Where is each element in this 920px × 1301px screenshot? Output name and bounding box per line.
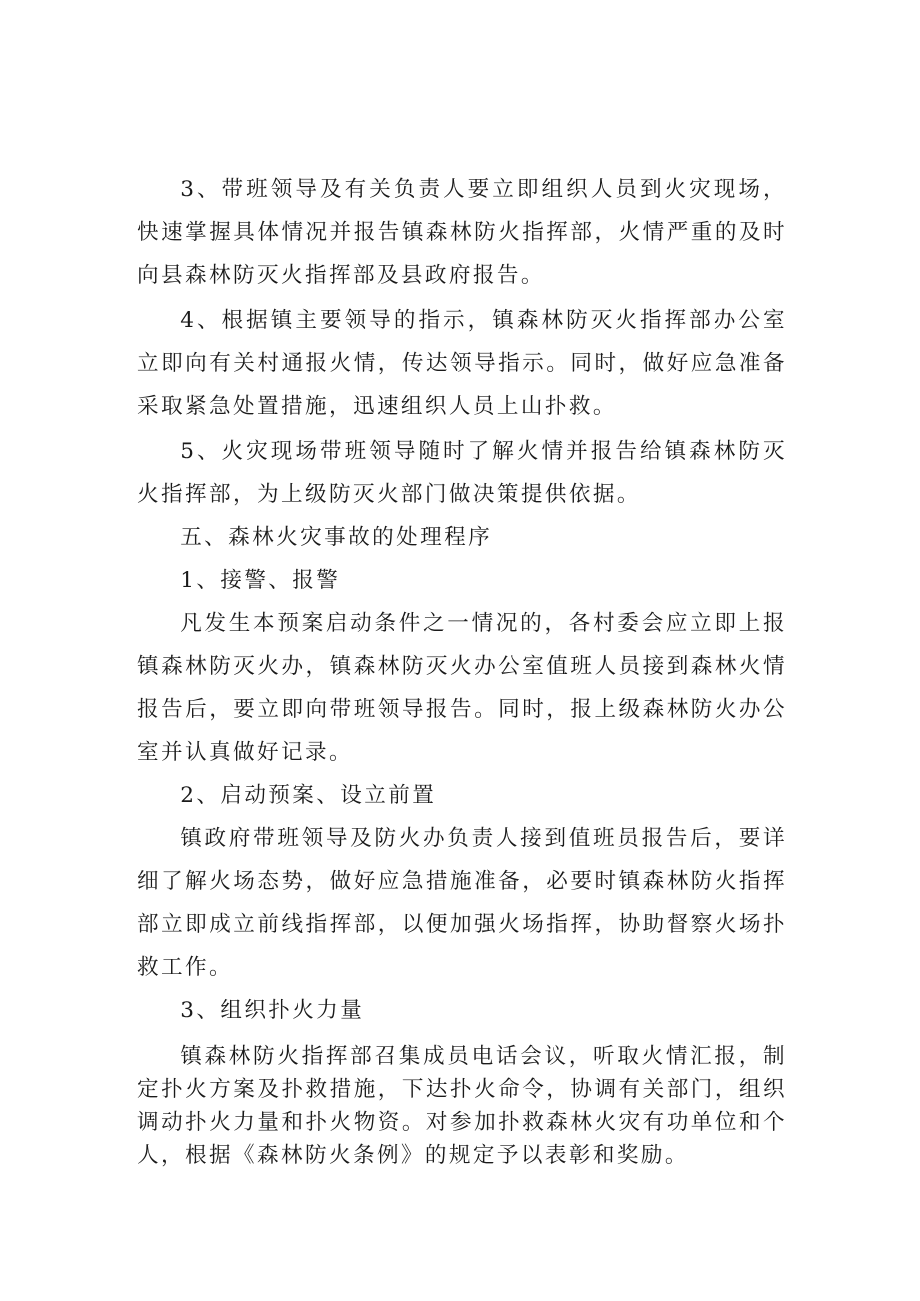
paragraph-alarm-body: 凡发生本预案启动条件之一情况的，各村委会应立即上报镇森林防灭火办，镇森林防灭火办公室值班人员接到森林火情报告后，要立即向带班领导报告。同时，报上级森林防火办公室并认真做好记录。 [137, 611, 787, 765]
paragraph-item-4-notify: 4、根据镇主要领导的指示，镇森林防灭火指挥部办公室立即向有关村通报火情，传达领导指示。同时，做好应急准备采取紧急处置措施，迅速组织人员上山扑救。 [137, 308, 787, 419]
paragraph-item-5-basis: 5、火灾现场带班领导随时了解火情并报告给镇森林防灭火指挥部，为上级防灭火部门做决策提供依据。 [137, 439, 787, 507]
paragraph-forces-body: 镇森林防火指挥部召集成员电话会议，听取火情汇报，制定扑火方案及扑救措施，下达扑火命令，协调有关部门，组织调动扑火力量和扑火物资。对参加扑救森林火灾有功单位和个人，根据《森林防火条例》的规定予以表彰和奖励。 [137, 1044, 787, 1168]
document-body [137, 168, 787, 1172]
subheading-3-forces: 3、组织扑火力量 [180, 998, 365, 1023]
subheading-2-plan: 2、启动预案、设立前置 [180, 783, 437, 808]
subheading-1-alarm: 1、接警、报警 [180, 568, 341, 593]
paragraph-item-3-report: 3、带班领导及有关负责人要立即组织人员到火灾现场，快速掌握具体情况并报告镇森林防火指挥部，火情严重的及时向县森林防灭火指挥部及县政府报告。 [137, 177, 787, 288]
section-heading-5: 五、森林火灾事故的处理程序 [180, 525, 493, 550]
paragraph-plan-body: 镇政府带班领导及防火办负责人接到值班员报告后，要详细了解火场态势，做好应急措施准备，必要时镇森林防火指挥部立即成立前线指挥部，以便加强火场指挥，协助督察火场扑救工作。 [137, 826, 787, 980]
